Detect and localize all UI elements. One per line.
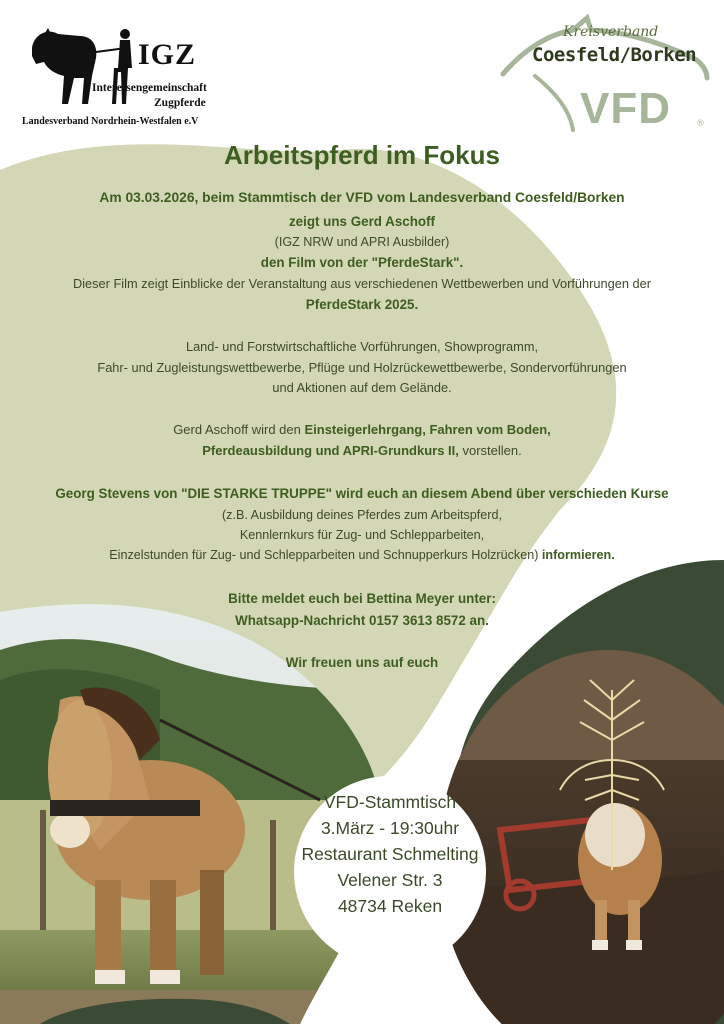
horse-team-icon xyxy=(22,18,132,118)
courses-line-2-text: vorstellen. xyxy=(458,443,522,458)
igz-line-2: Zugpferde xyxy=(154,97,206,109)
vfd-letters: VFD xyxy=(580,84,671,133)
stevens-line: Georg Stevens von "DIE STARKE TRUPPE" wird euch an diesem Abend über verschieden Kurse xyxy=(55,486,669,501)
stevens-course-1: (z.B. Ausbildung deines Pferdes zum Arbeitspferd, xyxy=(221,508,502,522)
courses-line-2 xyxy=(0,442,724,460)
courses-line-1-text: Gerd Aschoff wird den xyxy=(173,422,305,437)
event-title: VFD-Stammtisch xyxy=(323,792,457,812)
igz-logo xyxy=(16,12,216,132)
contact-line-2: Whatsapp-Nachricht 0157 3613 8572 an. xyxy=(235,613,489,628)
contact-line-1: Bitte meldet euch bei Bettina Meyer unter: xyxy=(228,591,496,606)
vfd-region: Coesfeld/Borken xyxy=(532,44,697,66)
courses-line-1 xyxy=(0,421,724,439)
program-line-3: und Aktionen auf dem Gelände. xyxy=(272,380,452,395)
event-name: PferdeStark 2025. xyxy=(305,297,419,312)
closing-line: Wir freuen uns auf euch xyxy=(285,655,439,670)
event-city: 48734 Reken xyxy=(337,896,443,916)
igz-line-1: Interessengemeinschaft xyxy=(92,82,207,94)
stevens-course-3 xyxy=(0,546,724,564)
intro-line: Am 03.03.2026, beim Stammtisch der VFD vom Landesverband Coesfeld/Borken xyxy=(99,190,625,205)
event-street: Velener Str. 3 xyxy=(337,870,443,890)
courses-line-2-bold: Pferdeausbildung und APRI-Grundkurs II, xyxy=(202,443,459,458)
vfd-registered-mark: ® xyxy=(697,118,704,128)
stevens-course-3-text: Einzelstunden für Zug- und Schlepparbeiten und Schnupperkurs Holzrücken) xyxy=(109,548,542,562)
event-venue: Restaurant Schmelting xyxy=(301,844,479,864)
event-date-time: 3.März - 19:30uhr xyxy=(320,818,460,838)
film-description: Dieser Film zeigt Einblicke der Veranstaltung aus verschiedenen Wettbewerben und Vorführungen der xyxy=(72,276,652,291)
presenter-role: (IGZ NRW und APRI Ausbilder) xyxy=(274,235,450,249)
vfd-kreisverband: Kreisverband xyxy=(563,24,659,40)
igz-title: IGZ xyxy=(138,38,197,71)
courses-line-1-bold: Einsteigerlehrgang, Fahren vom Boden, xyxy=(304,422,551,437)
program-line-2: Fahr- und Zugleistungswettbewerbe, Pflüge und Holzrückewettbewerbe, Sondervorführungen xyxy=(97,360,627,375)
program-line-1: Land- und Forstwirtschaftliche Vorführungen, Showprogramm, xyxy=(185,339,539,354)
presenter-line: zeigt uns Gerd Aschoff xyxy=(288,214,436,229)
stevens-course-2: Kennlernkurs für Zug- und Schlepparbeiten, xyxy=(239,528,485,542)
igz-line-3: Landesverband Nordrhein-Westfalen e.V xyxy=(22,116,199,127)
stevens-course-3-bold: informieren. xyxy=(541,548,615,562)
page-title: Arbeitspferd im Fokus xyxy=(224,140,500,170)
film-line: den Film von der "PferdeStark". xyxy=(260,255,464,270)
